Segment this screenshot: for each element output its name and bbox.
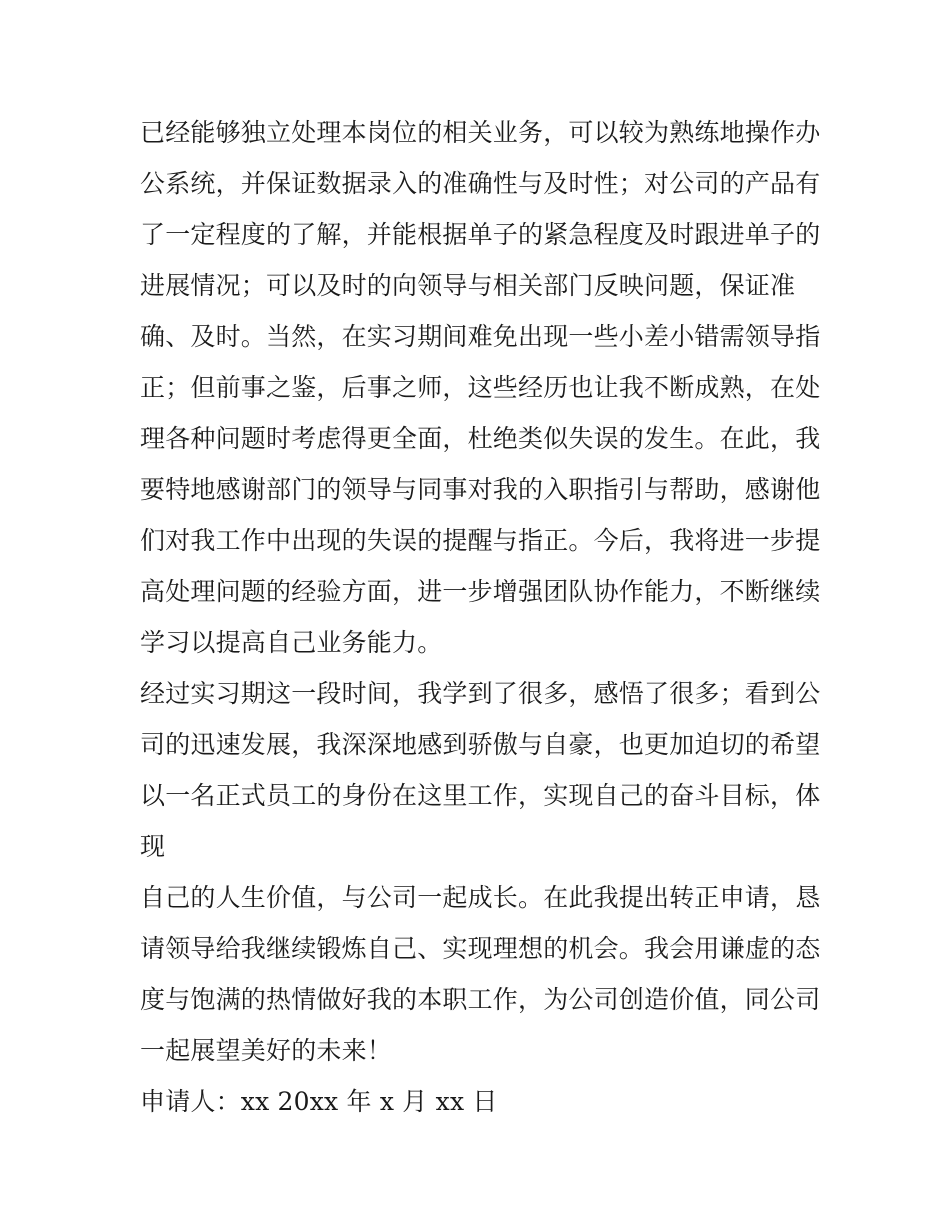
text-line: 一起展望美好的未来！ <box>140 1036 393 1065</box>
signature-line: 申请人：xx 20xx 年 x 月 xx 日 <box>140 1087 498 1116</box>
text-line: 正；但前事之鉴，后事之师，这些经历也让我不断成熟，在处 <box>140 373 821 402</box>
text-line: 经过实习期这一段时间，我学到了很多，感悟了很多；看到公 <box>140 679 821 708</box>
text-line: 现 <box>140 832 166 861</box>
text-line: 学习以提高自己业务能力。 <box>140 628 443 657</box>
text-line: 了一定程度的了解，并能根据单子的紧急程度及时跟进单子的 <box>140 220 821 249</box>
document-body <box>140 107 820 1127</box>
text-line: 已经能够独立处理本岗位的相关业务，可以较为熟练地操作办 <box>140 118 821 147</box>
text-line: 理各种问题时考虑得更全面，杜绝类似失误的发生。在此，我 <box>140 424 821 453</box>
text-line: 度与饱满的热情做好我的本职工作，为公司创造价值，同公司 <box>140 985 821 1014</box>
text-line: 们对我工作中出现的失误的提醒与指正。今后，我将进一步提 <box>140 526 821 555</box>
text-line: 请领导给我继续锻炼自己、实现理想的机会。我会用谦虚的态 <box>140 934 821 963</box>
text-line: 确、及时。当然，在实习期间难免出现一些小差小错需领导指 <box>140 322 821 351</box>
text-line: 司的迅速发展，我深深地感到骄傲与自豪，也更加迫切的希望 <box>140 730 821 759</box>
text-line: 自己的人生价值，与公司一起成长。在此我提出转正申请，恳 <box>140 883 821 912</box>
text-line: 高处理问题的经验方面，进一步增强团队协作能力，不断继续 <box>140 577 821 606</box>
text-line: 要特地感谢部门的领导与同事对我的入职指引与帮助，感谢他 <box>140 475 821 504</box>
text-line: 以一名正式员工的身份在这里工作，实现自己的奋斗目标，体 <box>140 781 821 810</box>
text-line: 公系统，并保证数据录入的准确性与及时性；对公司的产品有 <box>140 169 821 198</box>
text-line: 进展情况；可以及时的向领导与相关部门反映问题，保证准 <box>140 271 796 300</box>
